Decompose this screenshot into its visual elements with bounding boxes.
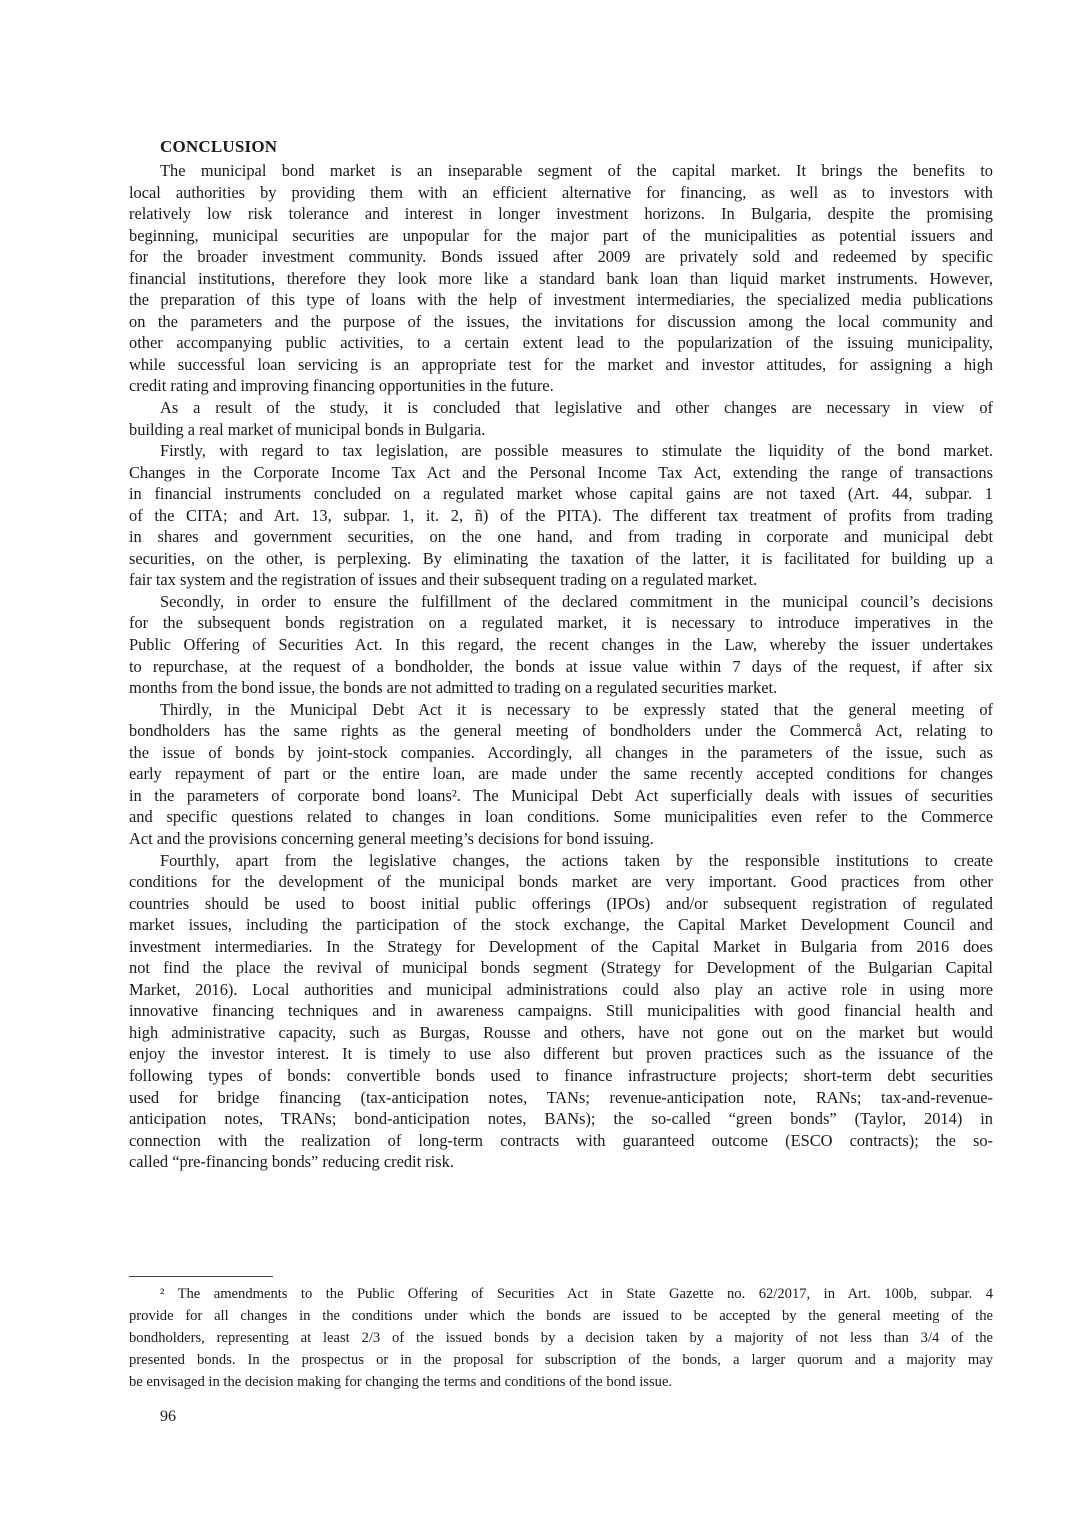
footnote-line: bondholders, representing at least 2/3 of the issued bonds by a decision taken by a majority of not less than 3/4 of the [129, 1330, 993, 1346]
text-line: the issue of bonds by joint-stock companies. Accordingly, all changes in the parameters of the issue, such as [129, 742, 993, 762]
footnote-line: presented bonds. In the prospectus or in the proposal for subscription of the bonds, a larger quorum and a majority may [129, 1352, 993, 1368]
text-line: local authorities by providing them with an efficient alternative for financing, as well as to investors with [129, 182, 993, 202]
footnote [129, 1283, 993, 1393]
text-line: Thirdly, in the Municipal Debt Act it is necessary to be expressly stated that the general meeting of [160, 699, 993, 719]
text-line: called “pre-financing bonds” reducing credit risk. [129, 1152, 454, 1172]
paragraph [129, 160, 993, 397]
paragraph [129, 440, 993, 591]
text-line: high administrative capacity, such as Burgas, Rousse and others, have not gone out on the market but would [129, 1022, 993, 1042]
text-line: relatively low risk tolerance and interest in longer investment horizons. In Bulgaria, despite the promising [129, 204, 993, 224]
text-line: to repurchase, at the request of a bondholder, the bonds at issue value within 7 days of the request, if after six [129, 656, 993, 676]
text-line: Public Offering of Securities Act. In this regard, the recent changes in the Law, whereby the issuer undertakes [129, 635, 993, 655]
text-line: financial institutions, therefore they look more like a standard bank loan than liquid market instruments. However, [129, 268, 993, 288]
text-line: of the CITA; and Art. 13, subpar. 1, it. 2, ñ) of the PITA). The different tax treatment of profits from trading [129, 505, 993, 525]
text-line: Secondly, in order to ensure the fulfillment of the declared commitment in the municipal council’s decisions [160, 591, 993, 611]
text-line: for the broader investment community. Bonds issued after 2009 are privately sold and redeemed by specific [129, 247, 993, 267]
text-line: building a real market of municipal bonds in Bulgaria. [129, 419, 486, 439]
text-line: months from the bond issue, the bonds are not admitted to trading on a regulated securities market. [129, 678, 778, 698]
text-line: while successful loan servicing is an appropriate test for the market and investor attitudes, for assigning a high [129, 354, 993, 374]
body-text [129, 160, 993, 1173]
text-line: credit rating and improving financing opportunities in the future. [129, 376, 554, 396]
paragraph [129, 397, 993, 440]
footnote-line: be envisaged in the decision making for changing the terms and conditions of the bond issue. [129, 1374, 673, 1390]
text-line: Fourthly, apart from the legislative changes, the actions taken by the responsible institutions to create [160, 850, 993, 870]
text-line: in the parameters of corporate bond loans². The Municipal Debt Act superficially deals with issues of securities [129, 785, 993, 805]
text-line: not find the place the revival of municipal bonds segment (Strategy for Development of the Bulgarian Capital [129, 958, 993, 978]
footnote-divider [129, 1276, 273, 1277]
section-heading: CONCLUSION [160, 137, 278, 156]
text-line: anticipation notes, TRANs; bond-anticipation notes, BANs); the so-called “green bonds” (Taylor, 2014) in [129, 1109, 993, 1129]
page-number: 96 [160, 1408, 176, 1425]
text-line: in financial instruments concluded on a regulated market whose capital gains are not taxed (Art. 44, subpar. 1 [129, 484, 993, 504]
text-line: in shares and government securities, on the one hand, and from trading in corporate and municipal debt [129, 527, 993, 547]
text-line: fair tax system and the registration of issues and their subsequent trading on a regulated market. [129, 570, 758, 590]
text-line: The municipal bond market is an inseparable segment of the capital market. It brings the benefits to [160, 161, 993, 180]
footnote-line: ² The amendments to the Public Offering of Securities Act in State Gazette no. 62/2017, in Art. 100b, subpar. 4 [160, 1286, 993, 1302]
text-line: early repayment of part or the entire loan, are made under the same recently accepted conditions for changes [129, 764, 993, 784]
text-line: the preparation of this type of loans with the help of investment intermediaries, the specialized media publications [129, 290, 993, 310]
paragraph [129, 850, 993, 1173]
text-line: Changes in the Corporate Income Tax Act and the Personal Income Tax Act, extending the range of transactions [129, 462, 993, 482]
text-line: used for bridge financing (tax-anticipation notes, TANs; revenue-anticipation note, RANs; tax-and-revenue- [129, 1087, 993, 1107]
text-line: market issues, including the participation of the stock exchange, the Capital Market Development Council and [129, 915, 993, 935]
text-line: securities, on the other, is perplexing. By eliminating the taxation of the latter, it is facilitated for building up a [129, 548, 993, 568]
text-line: following types of bonds: convertible bonds used to finance infrastructure projects; short-term debt securities [129, 1065, 993, 1085]
text-line: on the parameters and the purpose of the issues, the invitations for discussion among the local community and [129, 311, 993, 331]
text-line: As a result of the study, it is concluded that legislative and other changes are necessary in view of [160, 398, 993, 418]
text-line: conditions for the development of the municipal bonds market are very important. Good practices from other [129, 872, 993, 892]
text-line: other accompanying public activities, to a certain extent lead to the popularization of the issuing municipality, [129, 333, 993, 353]
text-line: Market, 2016). Local authorities and municipal administrations could also play an active role in using more [129, 979, 993, 999]
text-line: Firstly, with regard to tax legislation, are possible measures to stimulate the liquidity of the bond market. [160, 441, 993, 461]
text-line: connection with the realization of long-term contracts with guaranteed outcome (ESCO contracts); the so- [129, 1130, 993, 1150]
text-line: investment intermediaries. In the Strategy for Development of the Capital Market in Bulgaria from 2016 does [129, 936, 993, 956]
paragraph [129, 699, 993, 850]
text-line: Act and the provisions concerning general meeting’s decisions for bond issuing. [129, 828, 654, 848]
text-line: innovative financing techniques and in awareness campaigns. Still municipalities with good financial health and [129, 1001, 993, 1021]
text-line: for the subsequent bonds registration on a regulated market, it is necessary to introduce imperatives in the [129, 613, 993, 633]
text-line: enjoy the investor interest. It is timely to use also different but proven practices such as the issuance of the [129, 1044, 993, 1064]
text-line: beginning, municipal securities are unpopular for the major part of the municipalities as potential issuers and [129, 225, 993, 245]
paragraph [129, 591, 993, 699]
text-line: and specific questions related to changes in loan conditions. Some municipalities even refer to the Commerce [129, 807, 993, 827]
text-line: countries should be used to boost initial public offerings (IPOs) and/or subsequent registration of regulated [129, 893, 993, 913]
footnote-line: provide for all changes in the conditions under which the bonds are issued to be accepted by the general meeting of the [129, 1308, 993, 1324]
text-line: bondholders has the same rights as the general meeting of bondholders under the Commercå Act, relating to [129, 721, 993, 741]
